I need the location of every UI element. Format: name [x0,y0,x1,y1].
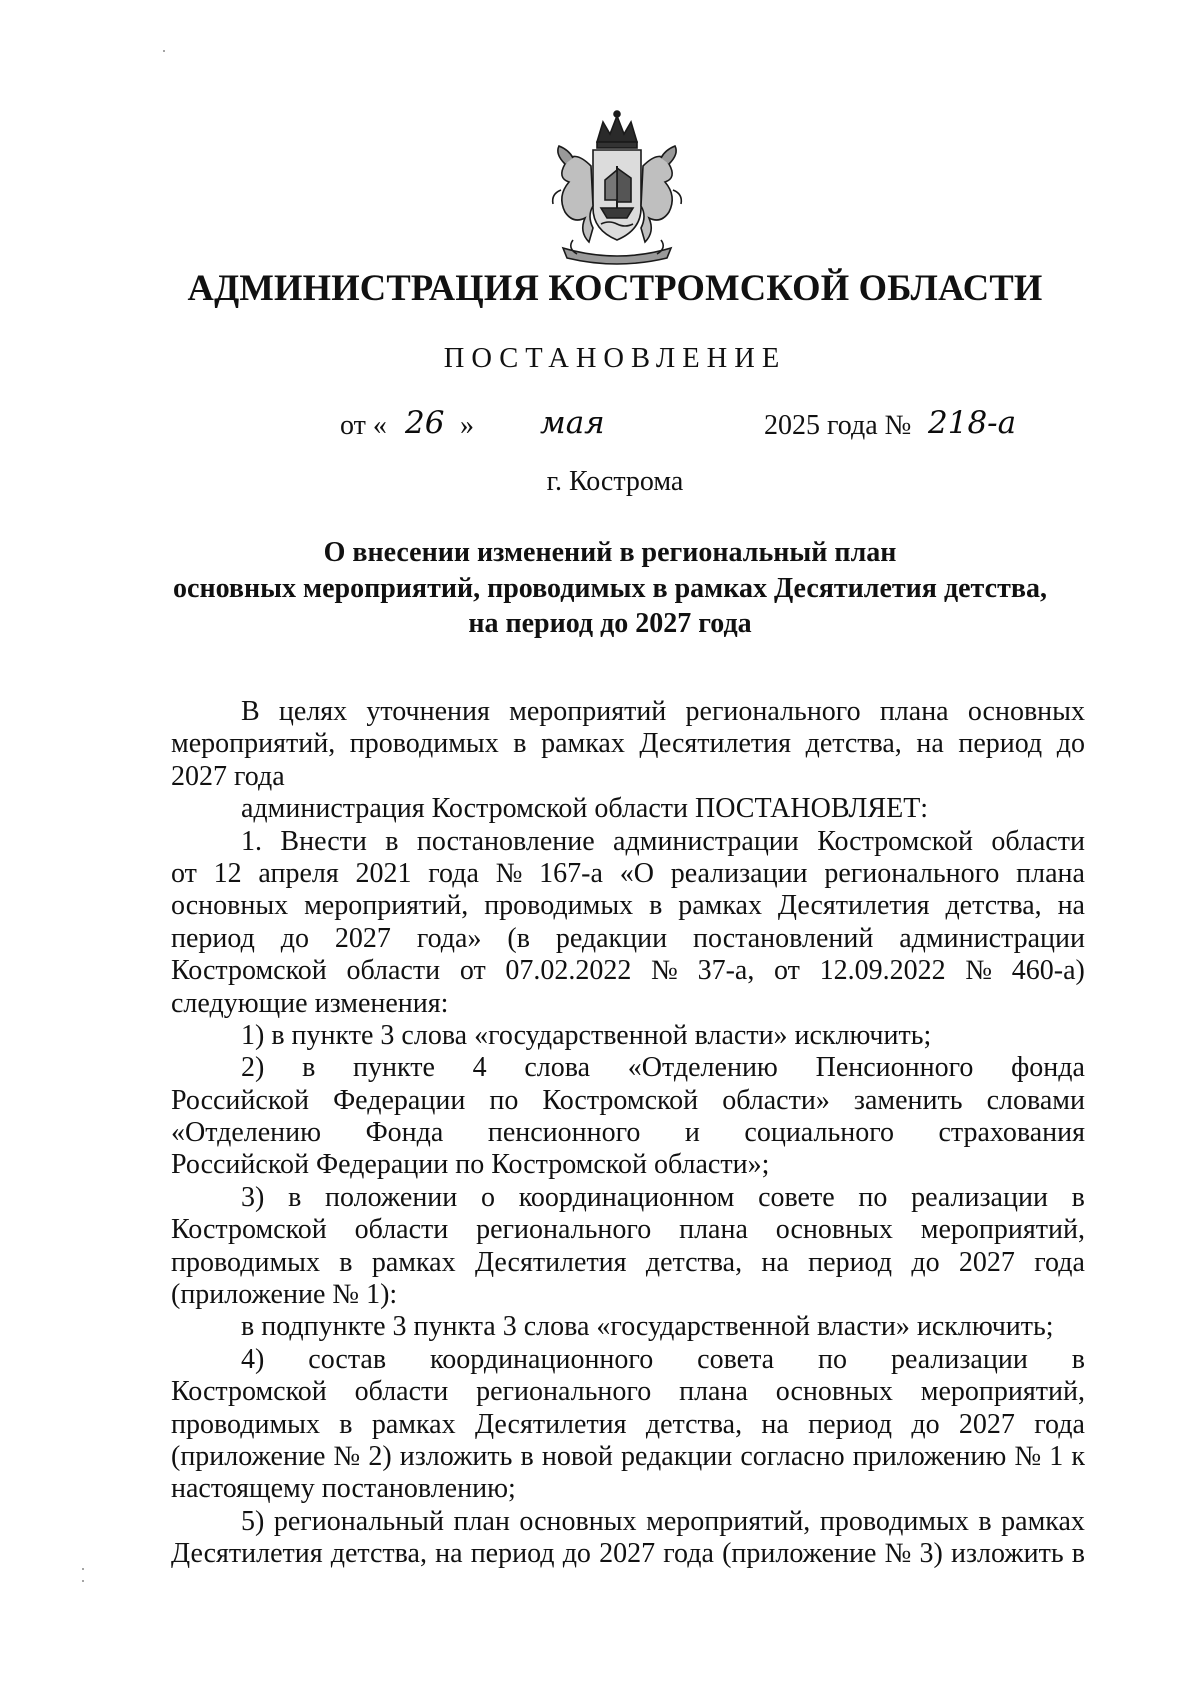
body-word: приложению [852,1440,1007,1472]
body-word: в [339,1246,353,1278]
body-word: 12.09.2022 [819,955,946,987]
body-line: следующие изменения: [171,987,449,1019]
body-word: апреля [258,857,339,889]
body-line [171,1117,1085,1149]
body-line [171,728,1085,760]
body-line [171,923,1085,955]
body-word: на [761,1408,789,1440]
body-word: в [1071,1538,1085,1570]
body-word: детства, [945,890,1042,922]
body-word: заменить [853,1084,963,1116]
body-word: Десятилетия [777,890,930,922]
scan-speck [163,50,165,52]
body-word: целях [278,696,348,727]
body-word: проводимых [819,1505,969,1537]
body-word: в [513,728,527,760]
body-word: социального [744,1117,894,1149]
body-word: плана [679,1214,748,1246]
body-word: года [1034,1408,1085,1440]
body-word: года [428,857,479,889]
body-word: № [884,1538,912,1570]
body-line: 2027 года [171,760,285,792]
body-word: В [241,696,260,727]
body-word: 2027 [334,922,391,954]
body-word: реализации [670,857,808,889]
body-word: № [495,857,523,889]
body-word: Десятилетия [639,728,792,760]
body-word: до [280,922,309,954]
body-word: период [171,922,255,954]
body-word: на [761,1246,789,1278]
scan-speck [82,1568,84,1570]
body-word: редакции [620,1440,733,1472]
body-word: мероприятий, [920,1214,1085,1246]
heading-line: О внесении изменений в региональный план [323,537,897,568]
body-word: период [470,1538,555,1570]
body-word: области» [722,1084,830,1116]
body-word: координационном [518,1181,735,1213]
body-word: 3) [919,1538,943,1570]
body-word: совете [758,1181,835,1213]
body-word: регионального [685,696,861,727]
body-word: Десятилетия [474,1408,627,1440]
body-word: реализации [911,1181,1048,1213]
body-word: Костромской [171,1214,327,1246]
body-word: «Отделению [171,1117,322,1149]
body-word: словами [986,1084,1085,1116]
heading-line: основных мероприятий, проводимых в рамках Десятилетия детства, [173,572,1047,604]
body-word: плана [679,1376,748,1408]
body-word: (приложение [171,1440,326,1472]
body-word: в [288,1181,302,1213]
body-word: и [684,1117,700,1149]
organization-title: АДМИНИСТРАЦИЯ КОСТРОМСКОЙ ОБЛАСТИ [187,267,1043,308]
body-word: основных [967,696,1085,727]
body-word: мероприятий, [920,1376,1085,1408]
body-word: на [435,1538,463,1570]
body-word: Костромской [171,1376,327,1408]
body-line: администрация Костромской области ПОСТАНОВЛЯЕТ: [241,793,929,825]
body-word: изложить [950,1538,1064,1570]
body-line [171,1376,1085,1408]
body-line: в подпункте 3 пункта 3 слова «государственной власти» исключить; [241,1311,1054,1343]
body-line [171,1247,1085,1279]
body-word: совета [697,1343,775,1375]
body-word: фонда [1011,1052,1085,1084]
body-word: 2) [241,1052,265,1084]
body-word: проводимых [484,890,634,922]
body-word: мероприятий, [304,890,469,922]
heading-line: на период до 2027 года [468,608,752,639]
body-word: слова [524,1052,591,1084]
body-word: регионального [476,1376,652,1408]
body-line [171,955,1085,987]
body-word: 4 [472,1052,487,1084]
body-word: проводимых [349,728,499,760]
city-name: г. Кострома [546,466,684,497]
body-word: новой [541,1440,613,1472]
body-word: от [459,955,486,987]
body-word: до [1056,728,1085,760]
body-word: по [489,1084,519,1116]
body-line [171,1506,1085,1538]
body-word: рамках [371,1246,456,1278]
scan-speck [82,1580,84,1582]
body-line [171,1441,1085,1473]
body-word: 2027 [599,1538,656,1570]
body-word: пенсионного [487,1117,641,1149]
date-day: 26 [405,405,445,441]
body-word: года» [416,922,482,954]
body-word: рамках [1001,1505,1085,1537]
body-word: мероприятий [509,696,667,727]
body-word: в [385,825,399,857]
body-word: от [171,857,197,889]
body-word: постановлений [693,922,874,954]
body-word: Десятилетия [474,1246,627,1278]
body-word: основных [171,890,289,922]
body-word: изложить [399,1440,513,1472]
body-word: Внести [280,825,367,857]
body-word: (в [507,922,530,954]
body-word: детства, [805,728,902,760]
body-line: (приложение № 1): [171,1279,398,1311]
body-word: 2027 [958,1246,1015,1278]
body-word: 3) [241,1181,265,1213]
body-word: 4) [241,1343,265,1375]
body-word: основных [775,1376,893,1408]
body-word: уточнения [366,696,490,727]
body-line [171,826,1085,858]
body-word: по [858,1181,888,1213]
body-word: «Отделению [627,1052,778,1084]
body-word: к [1071,1440,1085,1472]
body-line: 1) в пункте 3 слова «государственной власти» исключить; [241,1019,932,1051]
body-word: от [774,955,800,987]
body-line [171,1214,1085,1246]
body-word: до [911,1408,940,1440]
body-word: положении [325,1181,458,1213]
date-year: 2025 года № [764,410,912,441]
body-word: года [663,1538,714,1570]
document-body [171,696,1085,1571]
body-word: 12 [213,857,242,889]
body-word: регионального [824,857,1000,889]
body-word: состав [308,1343,387,1375]
body-word: Фонда [365,1117,444,1149]
body-word: основных [519,1505,637,1537]
body-word: плана [879,696,949,727]
body-word: Костромской [817,825,973,857]
body-word: на [1057,890,1085,922]
document-heading [160,535,1060,642]
body-word: № [333,1440,361,1472]
body-word: на [916,728,944,760]
body-word: плана [1016,857,1085,889]
kostroma-coat-of-arms-icon [543,108,691,266]
date-month: мая [540,405,605,441]
body-line: Российской Федерации по Костромской области»; [171,1149,770,1181]
body-word: проводимых [171,1408,320,1440]
body-word: № [965,955,993,987]
body-word: рамках [678,890,762,922]
document-type: ПОСТАНОВЛЕНИЕ [443,343,787,374]
body-line [171,858,1085,890]
body-word: 2021 [355,857,412,889]
body-line [171,1052,1085,1084]
body-word: мероприятий, [646,1505,811,1537]
body-word: администрации [899,922,1085,954]
body-word: основных [775,1214,893,1246]
body-line [171,890,1085,922]
body-word: период [958,728,1043,760]
body-word: 37-а, [697,955,755,987]
body-word: 07.02.2022 [505,955,632,987]
body-line: настоящему постановлению; [171,1473,516,1505]
body-word: детства, [645,1408,743,1440]
body-line [171,1538,1085,1570]
body-word: о [481,1181,496,1213]
body-word: Десятилетия [171,1538,323,1570]
body-word: Российской [171,1084,309,1116]
body-word: № [1014,1440,1042,1472]
body-word: области [346,955,441,987]
body-word: области [354,1376,449,1408]
body-word: № [651,955,678,987]
body-word: период [808,1246,892,1278]
document-number: 218-а [928,405,1017,441]
body-word: по [818,1343,848,1375]
body-line [171,1409,1085,1441]
body-word: в [520,1440,534,1472]
body-word: в [978,1505,992,1537]
body-word: 5) [241,1505,265,1537]
body-word: 1. [241,825,262,857]
body-word: в [302,1052,316,1084]
body-line [171,1085,1085,1117]
body-word: области [991,825,1085,857]
body-line [171,1182,1085,1214]
body-word: детства, [330,1538,427,1570]
body-word: постановление [416,825,595,857]
body-word: детства, [645,1246,743,1278]
body-word: в [339,1408,353,1440]
body-word: 2027 [958,1408,1015,1440]
body-line [171,696,1085,728]
body-word: до [911,1246,940,1278]
body-line [171,1344,1085,1376]
body-word: проводимых [171,1246,320,1278]
body-word: пункте [353,1052,435,1084]
body-word: редакции [555,922,668,954]
body-word: области [354,1214,449,1246]
body-word: до [562,1538,591,1570]
body-word: 1 [1049,1440,1064,1472]
body-word: регионального [476,1214,652,1246]
body-word: план [453,1505,510,1537]
body-word: реализации [890,1343,1028,1375]
body-word: (приложение [722,1538,877,1570]
body-word: региональный [273,1505,444,1537]
body-word: в [649,890,663,922]
body-word: 2) [368,1440,392,1472]
date-number-line [0,404,1200,448]
body-word: Костромской [542,1084,699,1116]
body-word: координационного [430,1343,654,1375]
body-word: «О [619,857,654,889]
body-word: период [808,1408,892,1440]
body-word: администрации [613,825,799,857]
body-word: рамках [541,728,625,760]
body-word: мероприятий, [171,728,336,760]
body-word: согласно [740,1440,845,1472]
body-word: Федерации [333,1084,466,1116]
body-word: страхования [938,1117,1085,1149]
body-word: года [1034,1246,1085,1278]
body-word: рамках [371,1408,456,1440]
date-day-close: » [460,410,474,441]
body-word: 167-а [539,857,603,889]
body-word: 460-а) [1011,955,1085,987]
body-word: Пенсионного [815,1052,974,1084]
date-prefix: от « [340,410,387,441]
body-word: в [1071,1181,1085,1213]
body-word: в [1071,1343,1085,1375]
body-word: Костромской [171,955,327,987]
